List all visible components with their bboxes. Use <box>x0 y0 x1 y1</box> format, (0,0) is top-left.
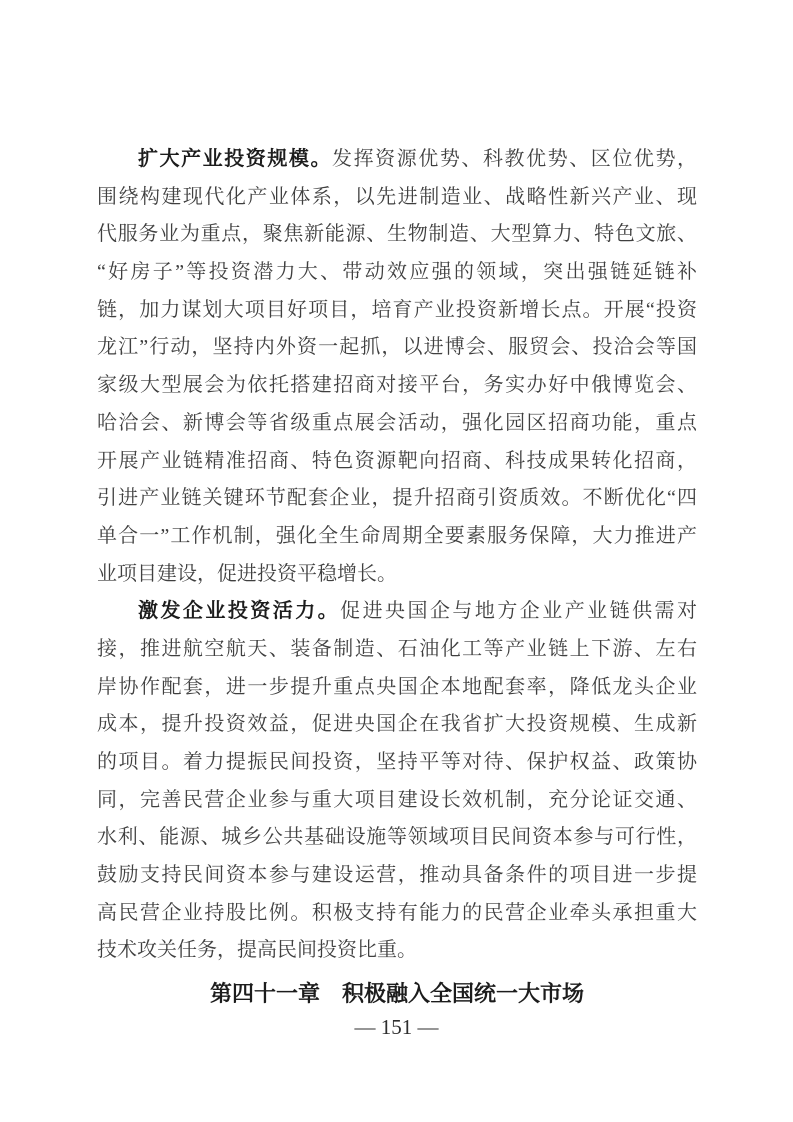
page-number: — 151 — <box>354 1015 439 1039</box>
paragraph-lead-bold: 激发企业投资活力。 <box>138 600 341 623</box>
paragraph-text: 发挥资源优势、科教优势、区位优势， <box>332 148 697 170</box>
paragraph-line <box>97 593 697 631</box>
paragraph-1 <box>97 141 697 593</box>
paragraph-line: 开展产业链精准招商、特色资源靶向招商、科技成果转化招商， <box>97 449 697 472</box>
paragraph-line: 代服务业为重点，聚焦新能源、生物制造、大型算力、特色文旅、 <box>97 223 697 246</box>
paragraph-line: 成本，提升投资效益，促进央国企在我省扩大投资规模、生成新 <box>97 713 697 736</box>
paragraph-line: 家级大型展会为依托搭建招商对接平台，务实办好中俄博览会、 <box>97 374 697 397</box>
paragraph-lead-bold: 扩大产业投资规模。 <box>138 148 333 170</box>
paragraph-line: 引进产业链关键环节配套企业，提升招商引资质效。不断优化“四 <box>97 487 697 510</box>
paragraph-line: “好房子”等投资潜力大、带动效应强的领域，突出强链延链补 <box>97 261 697 284</box>
text-block <box>97 141 697 1014</box>
paragraph-line: 水利、能源、城乡公共基础设施等领域项目民间资本参与可行性， <box>97 826 697 849</box>
paragraph-line: 链，加力谋划大项目好项目，培育产业投资新增长点。开展“投资 <box>97 298 697 321</box>
chapter-heading: 第四十一章 积极融入全国统一大市场 <box>209 981 584 1007</box>
paragraph-line: 岸协作配套，进一步提升重点央国企本地配套率，降低龙头企业 <box>97 675 697 698</box>
paragraph-line: 业项目建设，促进投资平稳增长。 <box>97 562 397 585</box>
paragraph-line: 高民营企业持股比例。积极支持有能力的民营企业牵头承担重大 <box>97 901 697 924</box>
paragraph-line: 同，完善民营企业参与重大项目建设长效机制，充分论证交通、 <box>97 788 697 811</box>
paragraph-2 <box>97 593 697 970</box>
paragraph-line: 技术攻关任务，提高民间投资比重。 <box>97 939 417 962</box>
paragraph-line: 接，推进航空航天、装备制造、石油化工等产业链上下游、左右 <box>97 637 697 660</box>
paragraph-line <box>97 141 697 179</box>
paragraph-line: 鼓励支持民间资本参与建设运营，推动具备条件的项目进一步提 <box>97 864 697 887</box>
paragraph-line: 单合一”工作机制，强化全生命周期全要素服务保障，大力推进产 <box>97 524 697 547</box>
paragraph-text: 促进央国企与地方企业产业链供需对 <box>340 600 697 623</box>
paragraph-line: 龙江”行动，坚持内外资一起抓，以进博会、服贸会、投洽会等国 <box>97 336 697 359</box>
paragraph-line: 围绕构建现代化产业体系，以先进制造业、战略性新兴产业、现 <box>97 185 697 208</box>
paragraph-line: 的项目。着力提振民间投资，坚持平等对待、保护权益、政策协 <box>97 751 697 773</box>
paragraph-line: 哈洽会、新博会等省级重点展会活动，强化园区招商功能，重点 <box>97 411 697 434</box>
